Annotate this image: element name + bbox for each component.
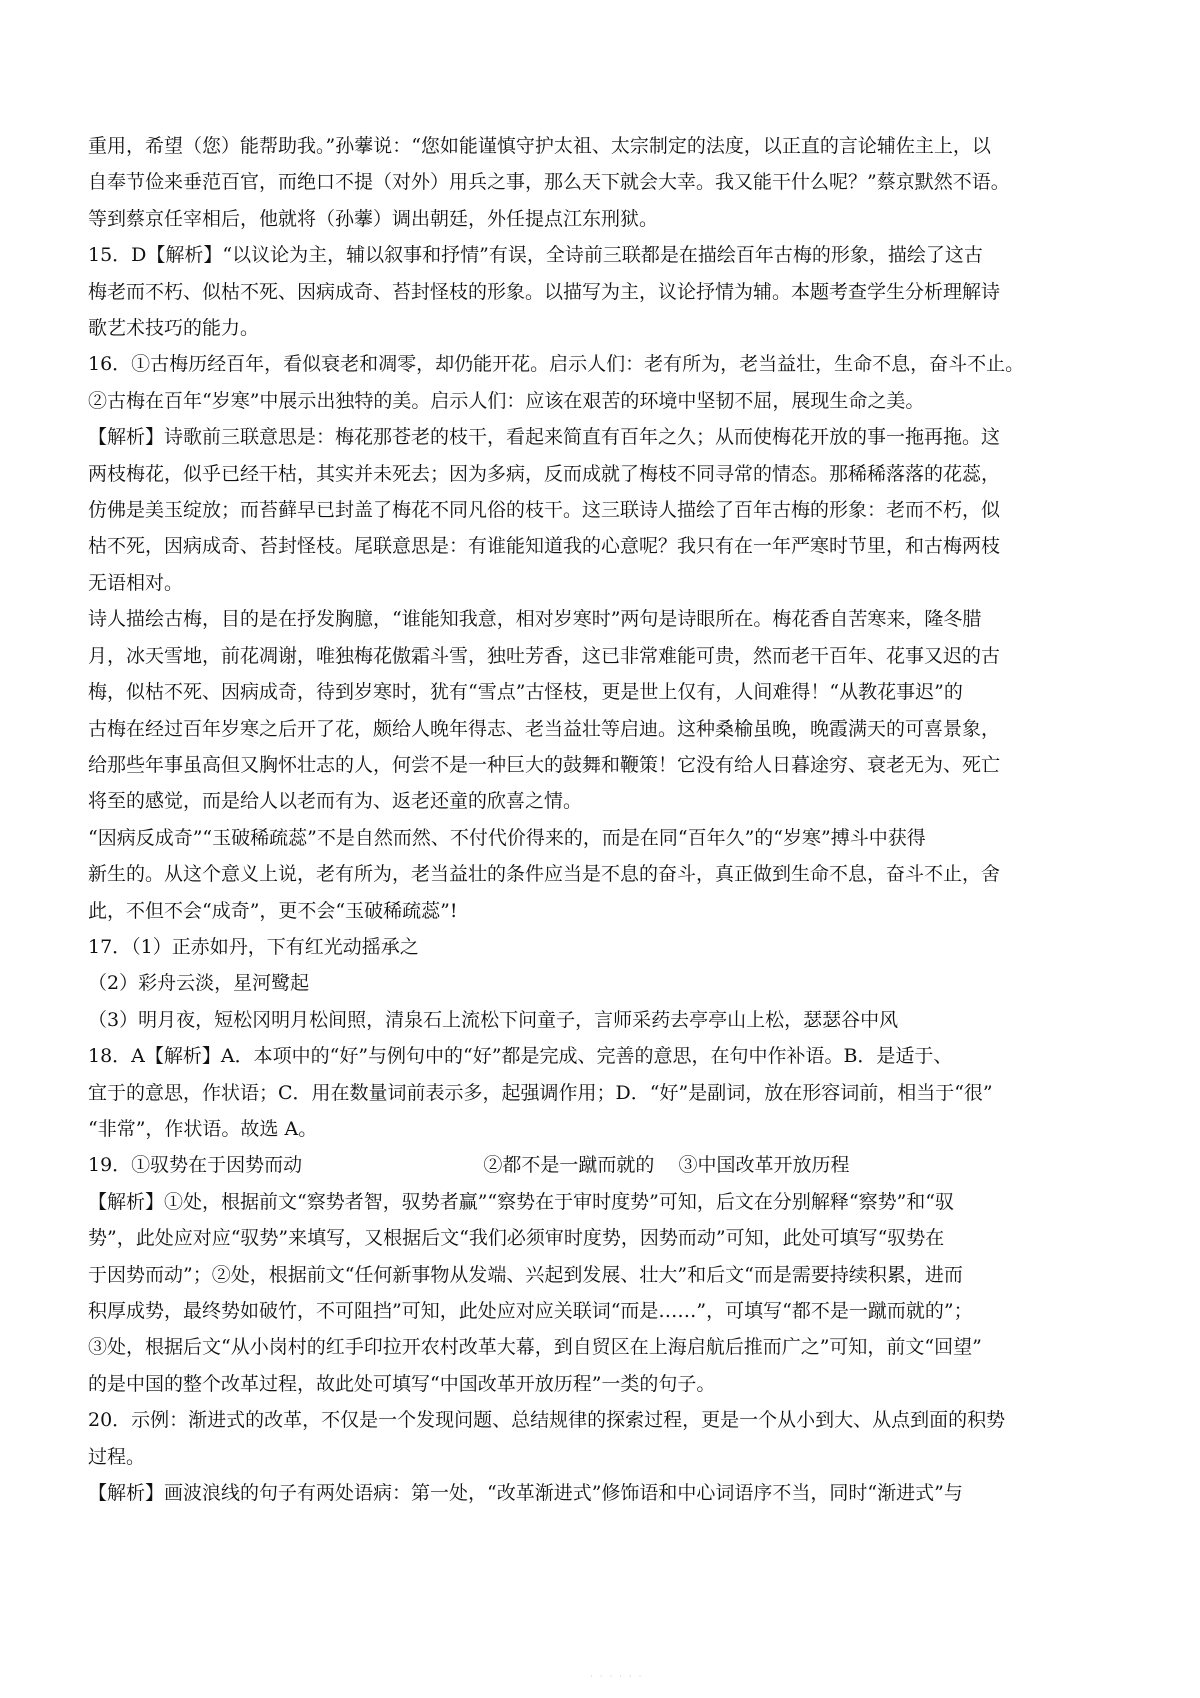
text-line: 仿佛是美玉绽放；而苔藓早已封盖了梅花不同凡俗的枝干。这三联诗人描绘了百年古梅的形象：老而不朽，似 (88, 499, 1001, 522)
text-line: 重用，希望（您）能帮助我。”孙藆说：“您如能谨慎守护太祖、太宗制定的法度，以正直的言论辅佐主上，以 (88, 135, 991, 157)
text-line: ③处，根据后文“从小岗村的红手印拉开农村改革大幕，到自贸区在上海启航后推而广之”可知，前文“回望” (88, 1336, 982, 1359)
answer-16-line: 16．①古梅历经百年，看似衰老和凋零，却仍能开花。启示人们：老有所为，老当益壮，生命不息，奋斗不止。 (88, 353, 1025, 376)
text-line: 古梅在经过百年岁寒之后开了花，颇给人晚年得志、老当益壮等启迪。这种桑榆虽晚，晚霞满天的可喜景象， (88, 717, 1001, 740)
text-line: “非常”，作状语。故选 A。 (88, 1117, 318, 1140)
text-line: 过程。 (88, 1445, 146, 1468)
text-line: 梅老而不朽、似枯不死、因病成奇、苔封怪枝的形象。以描写为主，议论抒情为辅。本题考查学生分析理解诗 (88, 280, 1001, 303)
text-line: 给那些年事虽高但又胸怀壮志的人，何尝不是一种巨大的鼓舞和鞭策！它没有给人日暮途穷、衰老无为、死亡 (88, 753, 1001, 776)
text-line: 此，不但不会“成奇”，更不会“玉破稀疏蕊”! (88, 899, 458, 922)
analysis-line: 【解析】①处，根据前文“察势者智，驭势者赢”“察势在于审时度势”可知，后文在分别解释“察势”和“驭 (88, 1190, 954, 1213)
text-line: 歌艺术技巧的能力。 (88, 317, 260, 340)
text-line: 诗人描绘古梅，目的是在抒发胸臆，“谁能知我意，相对岁寒时”两句是诗眼所在。梅花香自苦寒来，隆冬腊 (88, 608, 982, 631)
text-line: 枯不死，因病成奇、苔封怪枝。尾联意思是：有谁能知道我的心意呢？我只有在一年严寒时节里，和古梅两枝 (88, 535, 1001, 558)
analysis-line: 【解析】画波浪线的句子有两处语病：第一处，“改革渐进式”修饰语和中心词语序不当，同时“渐进式”与 (88, 1482, 963, 1505)
answer-17-line: 17．（1）正赤如丹，下有红光动摇承之 (88, 935, 419, 958)
document-body (88, 128, 1118, 1511)
text-line: 于因势而动”；②处，根据前文“任何新事物从发端、兴起到发展、壮大”和后文“而是需要持续积累，进而 (88, 1263, 963, 1286)
text-line: 自奉节俭来垂范百官，而绝口不提（对外）用兵之事，那么天下就会大幸。我又能干什么呢？”蔡京默然不语。 (88, 171, 1010, 194)
text-line: “因病反成奇”“玉破稀疏蕊”不是自然而然、不付代价得来的，而是在同“百年久”的“岁寒”搏斗中获得 (88, 826, 926, 849)
text-line: 积厚成势，最终势如破竹，不可阻挡”可知，此处应对应关联词“而是……”，可填写“都不是一蹴而就的”； (88, 1300, 973, 1322)
text-line: （3）明月夜，短松冈明月松间照，清泉石上流松下问童子，言师采药去亭亭山上松，瑟瑟谷中风 (88, 1008, 899, 1031)
footer-dots: · · · · · · (590, 1672, 644, 1682)
analysis-line: 【解析】诗歌前三联意思是：梅花那苍老的枝干，看起来简直有百年之久；从而使梅花开放的事一拖再拖。这 (88, 426, 1001, 449)
answer-20-line: 20．示例：渐进式的改革，不仅是一个发现问题、总结规律的探索过程，更是一个从小到大、从点到面的积势 (88, 1409, 1006, 1432)
text-line: 月，冰天雪地，前花凋谢，唯独梅花傲霜斗雪，独吐芳香，这已非常难能可贵，然而老干百年、花事又迟的古 (88, 644, 1001, 667)
text-line: 宜于的意思，作状语；C．用在数量词前表示多，起强调作用；D．“好”是副词，放在形容词前，相当于“很” (88, 1081, 993, 1104)
answer-15-line: 15．D【解析】“以议论为主，辅以叙事和抒情”有误，全诗前三联都是在描绘百年古梅的形象，描绘了这古 (88, 244, 983, 267)
text-line: 新生的。从这个意义上说，老有所为，老当益壮的条件应当是不息的奋斗，真正做到生命不息，奋斗不止，舍 (88, 863, 1001, 886)
text-line: 等到蔡京任宰相后，他就将（孙藆）调出朝廷，外任提点江东刑狱。 (88, 207, 659, 230)
text-line: ②古梅在百年“岁寒”中展示出独特的美。启示人们：应该在艰苦的环境中坚韧不屈，展现生命之美。 (88, 389, 925, 412)
text-line: 势”，此处应对应“驭势”来填写，又根据后文“我们必须审时度势，因势而动”可知，此处可填写“驭势在 (88, 1227, 945, 1250)
text-line: 两枝梅花，似乎已经干枯，其实并未死去；因为多病，反而成就了梅枝不同寻常的情态。那稀稀落落的花蕊， (88, 462, 1001, 485)
answer-18-line: 18．A【解析】A．本项中的“好”与例句中的“好”都是完成、完善的意思，在句中作补语。B．是适于、 (88, 1045, 953, 1068)
text-line: （2）彩舟云淡，星河鹭起 (88, 972, 310, 995)
answer-19-line: 19．①驭势在于因势而动 ②都不是一蹴而就的 ③中国改革开放历程 (88, 1154, 850, 1177)
text-line: 无语相对。 (88, 571, 184, 594)
text-line: 的是中国的整个改革过程，故此处可填写“中国改革开放历程”一类的句子。 (88, 1372, 716, 1395)
text-line: 将至的感觉，而是给人以老而有为、返老还童的欣喜之情。 (88, 790, 583, 813)
text-line: 梅，似枯不死、因病成奇，待到岁寒时，犹有“雪点”古怪枝，更是世上仅有，人间难得！“从教花事迟”的 (88, 681, 963, 704)
